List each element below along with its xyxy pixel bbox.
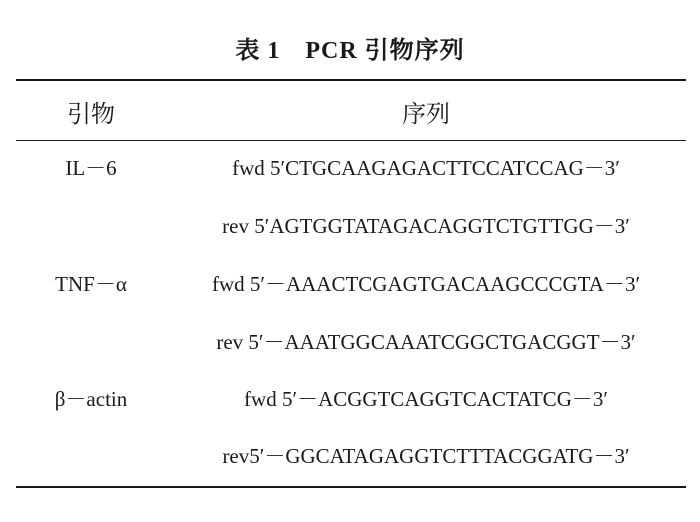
table-row	[16, 197, 686, 255]
primer-sequence: fwd 5′CTGCAAGAGACTTCCATCCAG－3′	[232, 156, 620, 180]
primer-sequence: rev 5′AGTGGTATAGACAGGTCTGTTGG－3′	[222, 214, 630, 238]
primer-sequence: rev5′－GGCATAGAGGTCTTTACGGATG－3′	[222, 444, 630, 468]
primer-name: β－actin	[54, 387, 128, 411]
table-row	[16, 370, 686, 428]
table-caption: 表 1 PCR 引物序列	[235, 38, 465, 64]
table-row	[16, 255, 686, 313]
primer-sequence: fwd 5′－AAACTCGAGTGACAAGCCCGTA－3′	[211, 272, 641, 296]
bottom-rule	[16, 486, 686, 488]
primer-sequence: rev 5′－AAATGGCAAATCGGCTGACGGT－3′	[216, 330, 636, 354]
header-sequence: 序列	[402, 102, 450, 128]
table-row	[16, 313, 686, 371]
table-row	[16, 427, 686, 485]
primer-name: TNF－α	[55, 272, 127, 296]
header-primer: 引物	[67, 102, 115, 128]
table-row	[16, 139, 686, 197]
primer-sequence: fwd 5′－ACGGTCAGGTCACTATCG－3′	[244, 387, 608, 411]
top-rule	[16, 79, 686, 81]
primer-name: IL－6	[65, 156, 117, 180]
